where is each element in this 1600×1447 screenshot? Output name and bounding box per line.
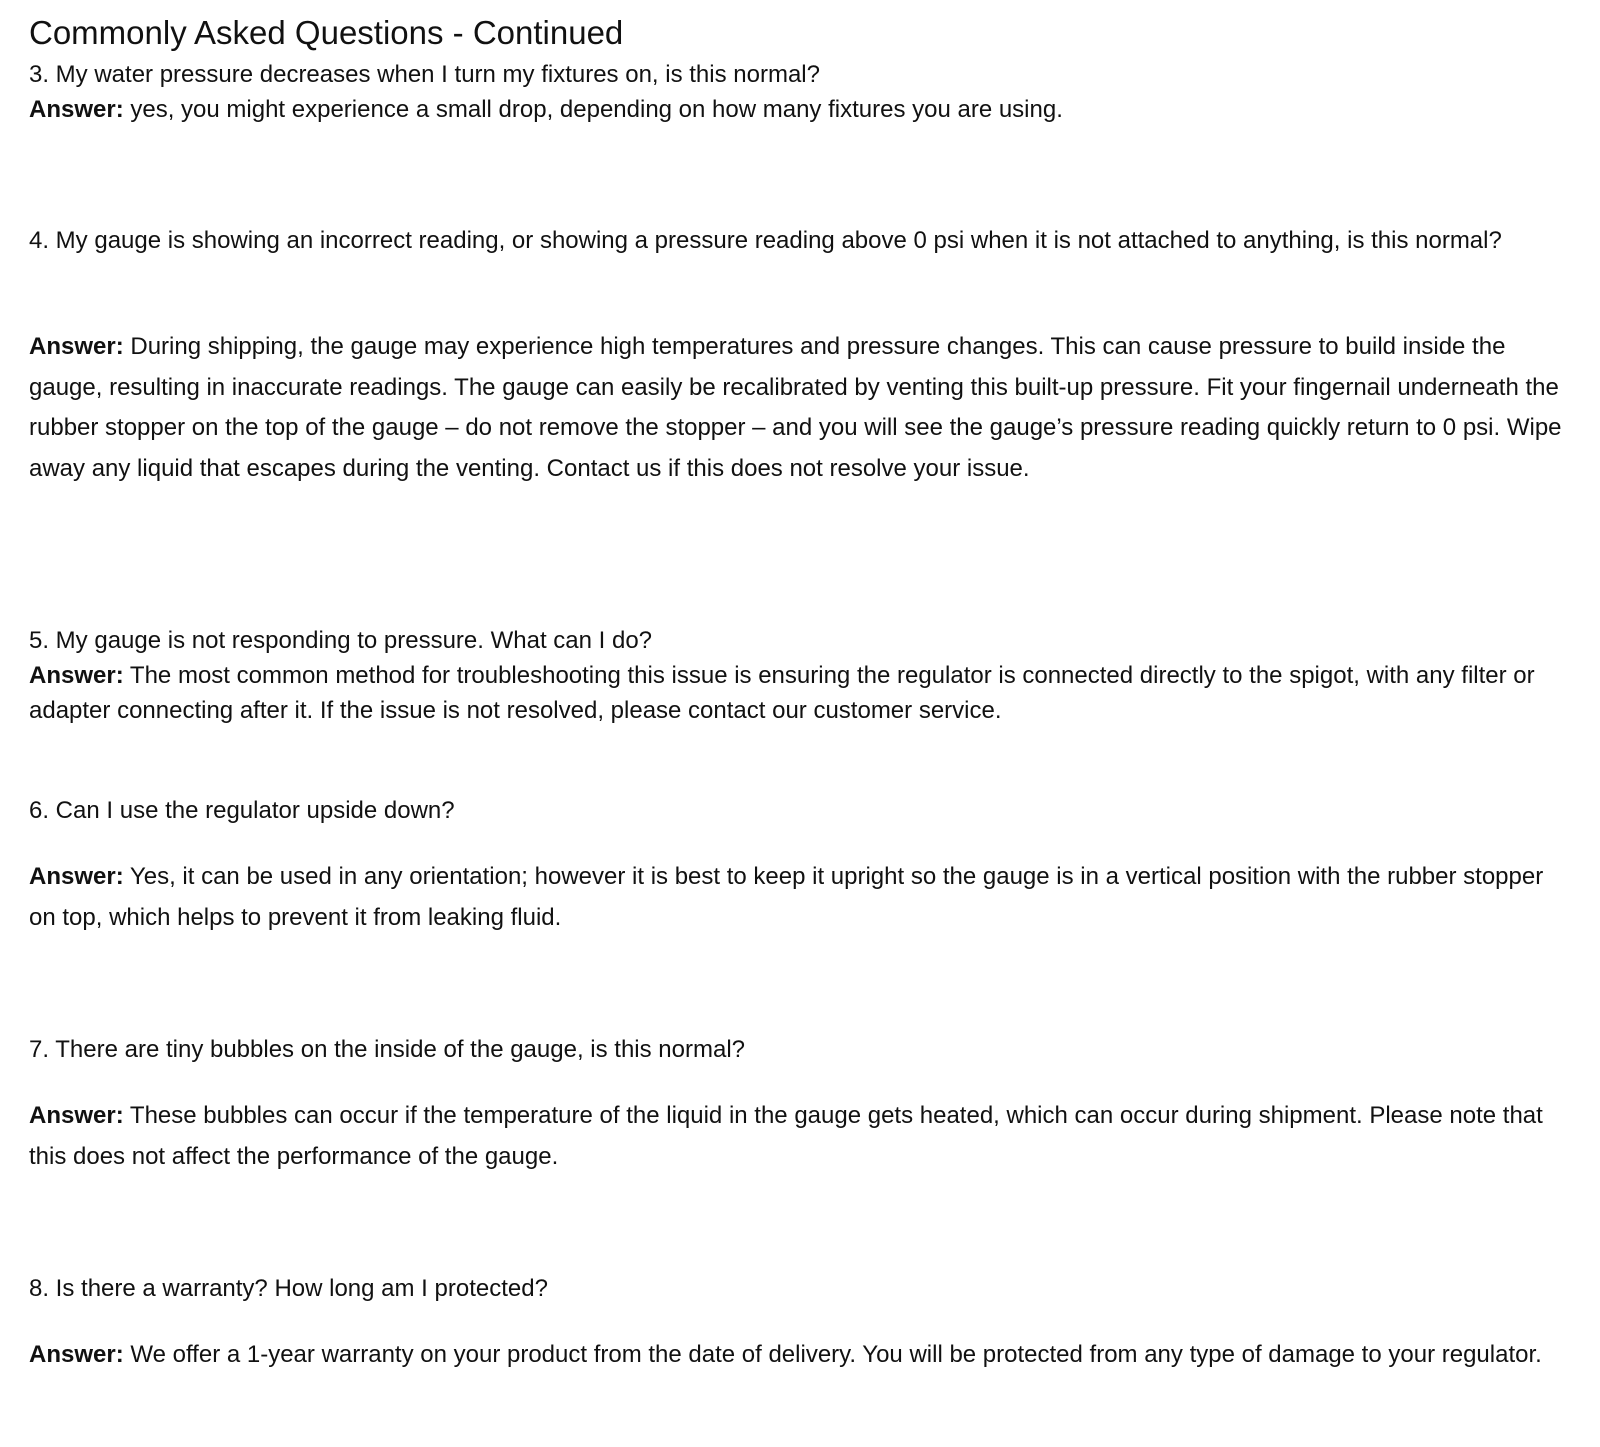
faq-question-8: 8. Is there a warranty? How long am I protected?: [29, 1275, 548, 1302]
answer-label: Answer:: [29, 662, 124, 689]
answer-label: Answer:: [29, 96, 124, 123]
faq-answer-text: We offer a 1-year warranty on your product from the date of delivery. You will be protected from any type of damage to your regulator.: [130, 1341, 1542, 1368]
faq-answer-3: [29, 92, 1569, 127]
faq-question-6: 6. Can I use the regulator upside down?: [29, 797, 455, 824]
faq-question-4: 4. My gauge is showing an incorrect reading, or showing a pressure reading above 0 psi when it is not attached to anything, is this normal?: [29, 227, 1502, 254]
faq-question-3: 3. My water pressure decreases when I turn my fixtures on, is this normal?: [29, 61, 820, 88]
faq-question-5: 5. My gauge is not responding to pressure. What can I do?: [29, 627, 653, 654]
faq-answer-text: yes, you might experience a small drop, depending on how many fixtures you are using.: [130, 96, 1063, 123]
page-title: Commonly Asked Questions - Continued: [29, 14, 624, 51]
answer-label: Answer:: [29, 1341, 124, 1368]
faq-answer-text: These bubbles can occur if the temperature of the liquid in the gauge gets heated, which can occur during shipment. Please note that this does not affect the performance of the gauge.: [29, 1102, 1543, 1170]
faq-answer-6: [29, 857, 1569, 938]
faq-answer-7: [29, 1096, 1569, 1177]
faq-answer-text: During shipping, the gauge may experience high temperatures and pressure changes. This can cause pressure to build inside the gauge, resulting in inaccurate readings. The gauge can easily be recalibrated by venting this built-up pressure. Fit your fingernail underneath the rubber stopper on the top of the gauge – do not remove the stopper – and you will see the gauge’s pressure reading quickly return to 0 psi. Wipe away any liquid that escapes during the venting. Contact us if this does not resolve your issue.: [29, 333, 1562, 482]
faq-question-7: 7. There are tiny bubbles on the inside of the gauge, is this normal?: [29, 1036, 746, 1063]
faq-answer-5: [29, 658, 1569, 728]
faq-answer-8: [29, 1335, 1569, 1376]
answer-label: Answer:: [29, 333, 124, 360]
faq-answer-4: [29, 327, 1569, 489]
answer-label: Answer:: [29, 1102, 124, 1129]
answer-label: Answer:: [29, 863, 124, 890]
faq-answer-text: The most common method for troubleshooting this issue is ensuring the regulator is connected directly to the spigot, with any filter or adapter connecting after it. If the issue is not resolved, please contact our customer service.: [29, 662, 1535, 724]
faq-answer-text: Yes, it can be used in any orientation; however it is best to keep it upright so the gauge is in a vertical position with the rubber stopper on top, which helps to prevent it from leaking fluid.: [29, 863, 1544, 931]
